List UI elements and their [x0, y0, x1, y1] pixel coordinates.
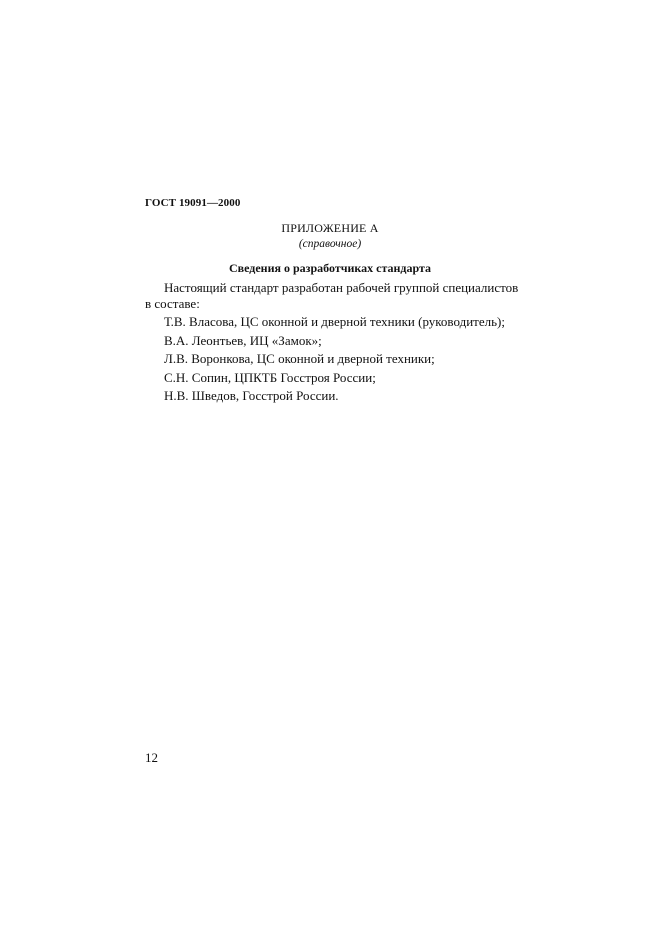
intro-paragraph: Настоящий стандарт разработан рабочей группой специалистов в составе: [145, 280, 519, 311]
page-number: 12 [145, 750, 158, 765]
section-title: Сведения о разработчиках стандарта [228, 261, 432, 275]
developer-item: С.Н. Сопин, ЦПКТБ Госстроя России; [164, 369, 376, 385]
developer-item: Л.В. Воронкова, ЦС оконной и дверной техники; [164, 351, 435, 366]
annex-title: ПРИЛОЖЕНИЕ А [281, 221, 379, 235]
annex-type: (справочное) [298, 238, 362, 250]
developer-item: В.А. Леонтьев, ИЦ «Замок»; [164, 332, 322, 348]
body-text [145, 280, 525, 406]
developers-list [145, 313, 525, 406]
developer-item: Т.В. Власова, ЦС оконной и дверной техники (руководитель); [164, 314, 505, 329]
developer-item: Н.В. Шведов, Госстрой России. [164, 388, 339, 403]
document-code: ГОСТ 19091—2000 [145, 197, 241, 209]
